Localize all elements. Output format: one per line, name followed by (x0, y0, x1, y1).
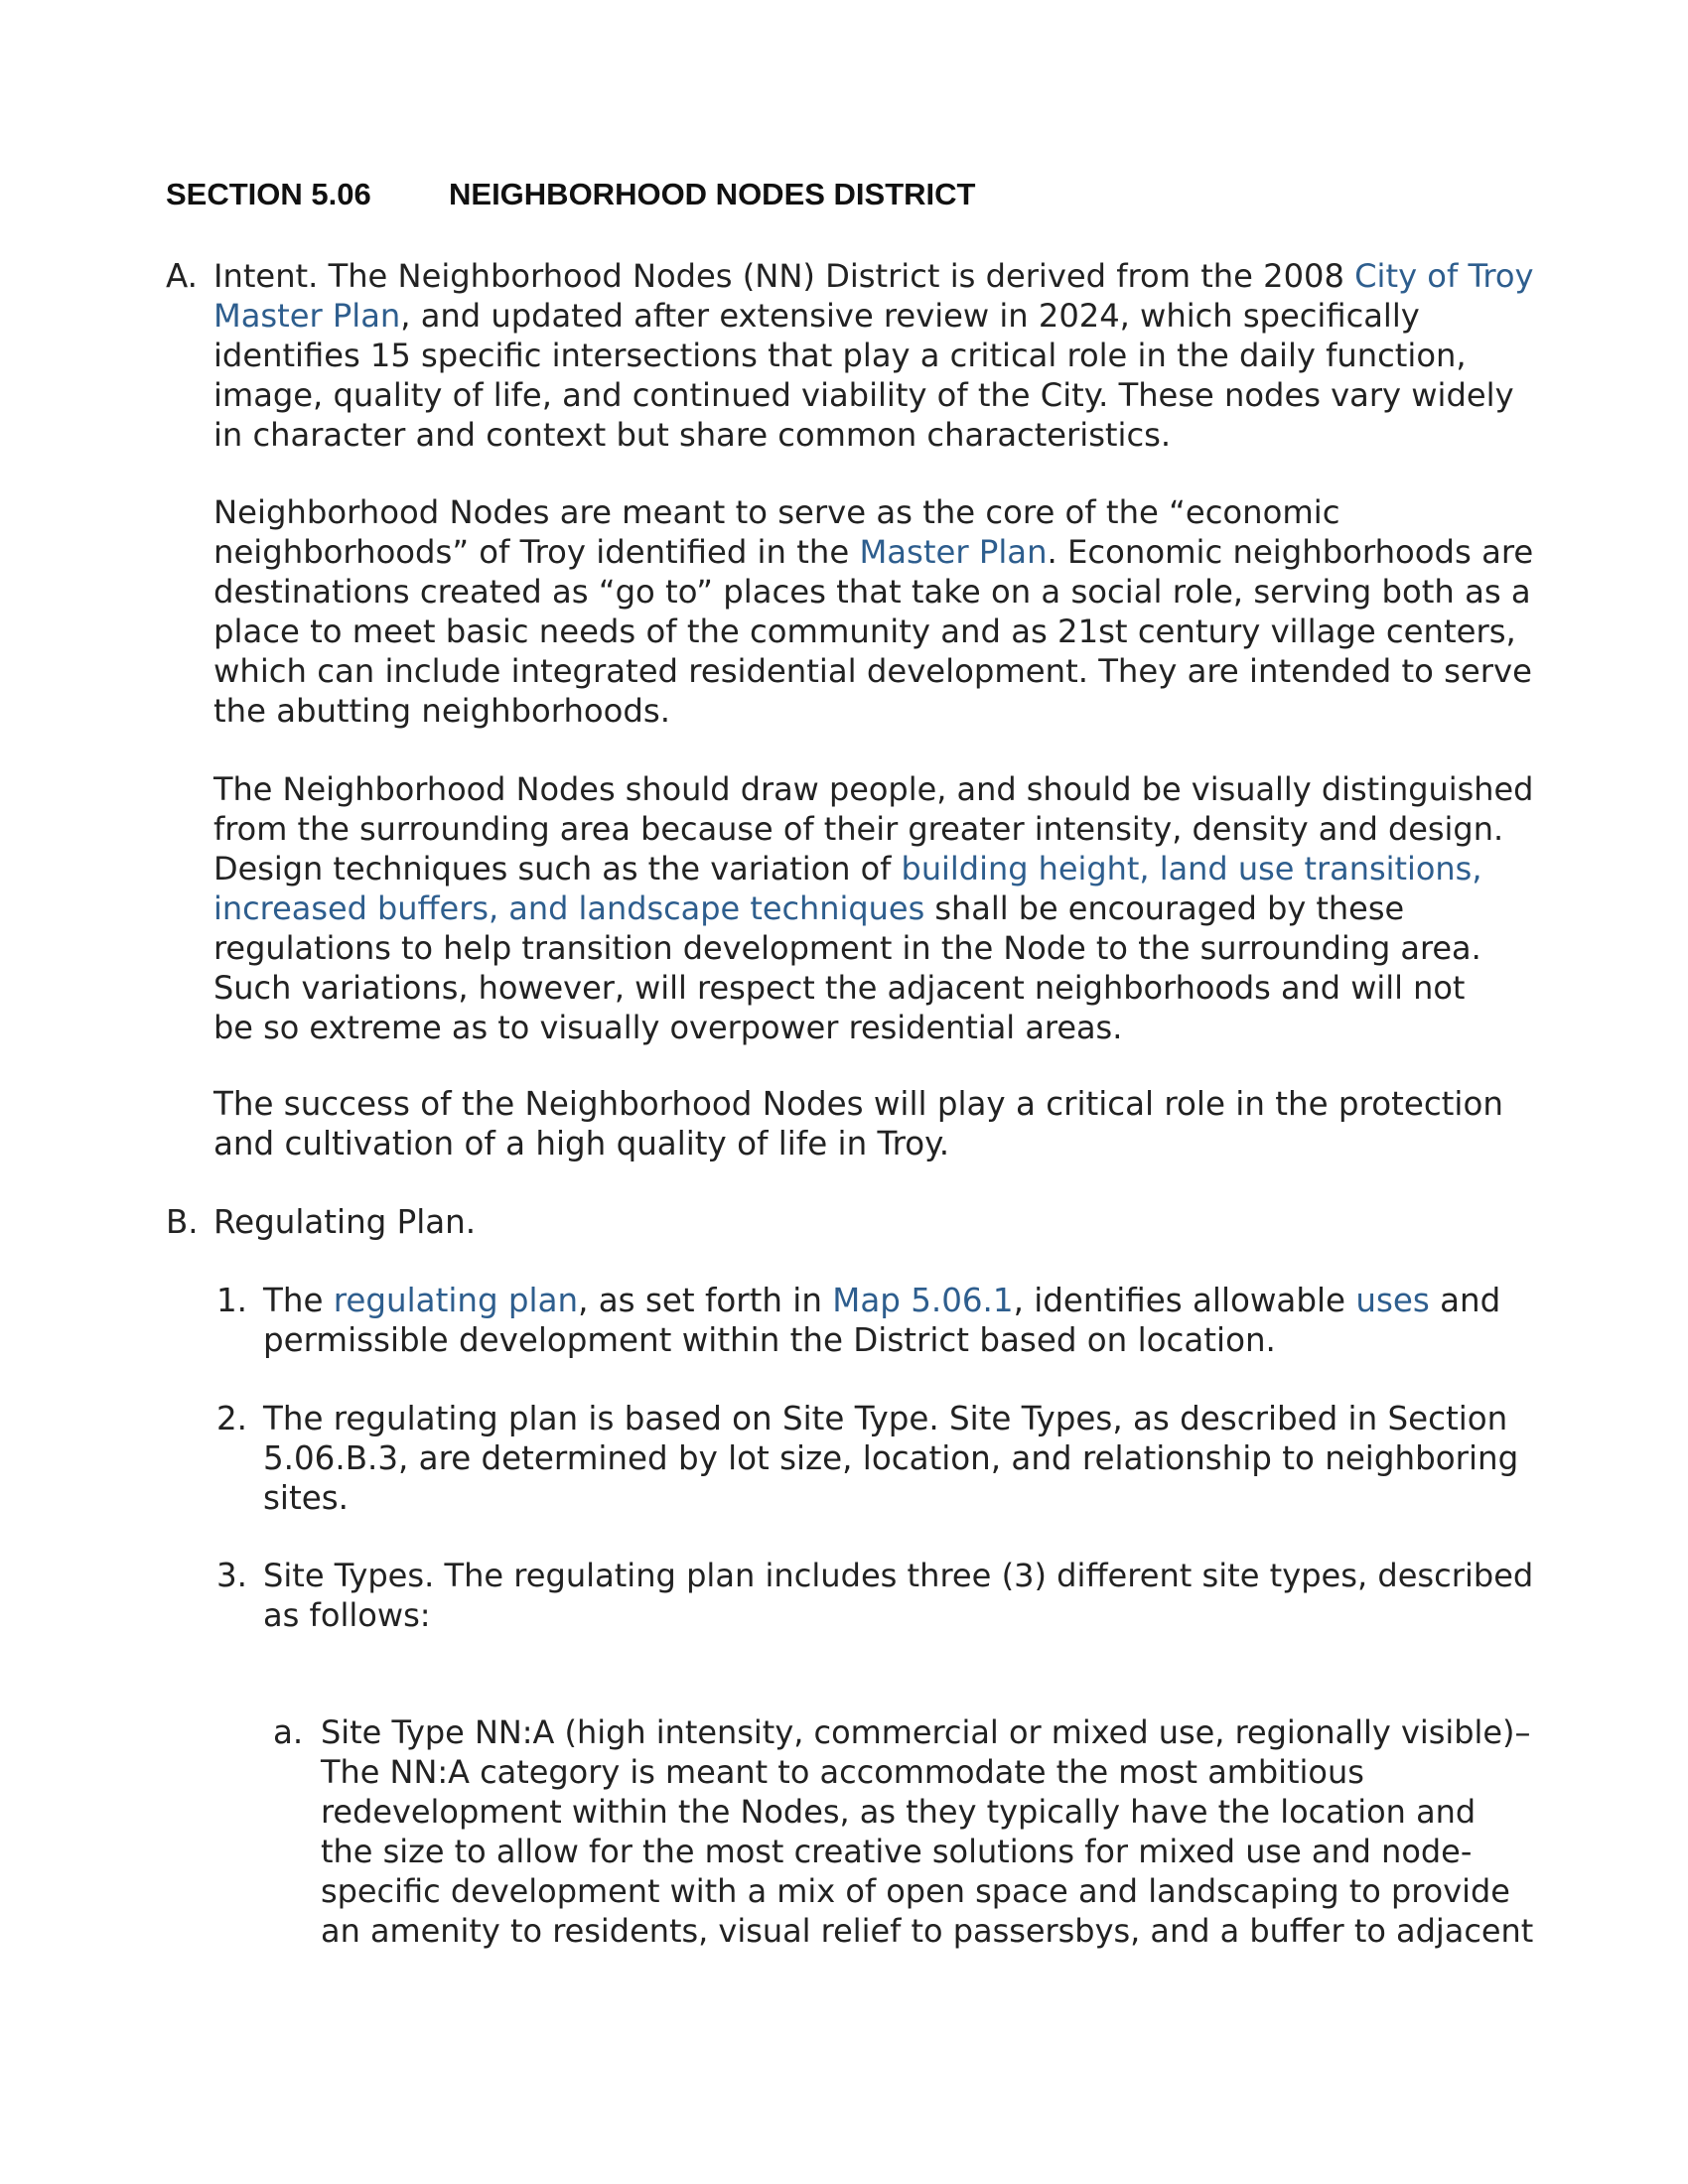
text-run: Intent. The Neighborhood Nodes (NN) District is derived from the 2008 (213, 257, 1355, 295)
map-link[interactable]: Map 5.06.1 (832, 1282, 1014, 1319)
success-paragraph (213, 1084, 1503, 1163)
text-line: regulations to help transition development in the Node to the surrounding area. (213, 929, 1481, 967)
text-run: , identifies allowable (1013, 1282, 1356, 1319)
list-item-1 (263, 1281, 1500, 1360)
text-line: place to meet basic needs of the community and as 21st century village centers, (213, 613, 1516, 650)
text-line: destinations created as “go to” places that take on a social role, serving both as a (213, 573, 1531, 611)
text-line: sites. (263, 1479, 349, 1517)
section-heading (166, 177, 975, 212)
text-line (213, 296, 1534, 336)
master-plan-link[interactable]: Master Plan (859, 533, 1048, 571)
section-number: SECTION 5.06 (166, 177, 371, 211)
text-line: an amenity to residents, visual relief to passersbys, and a buffer to adjacent (321, 1912, 1534, 1950)
text-line: as follows: (263, 1596, 431, 1634)
text-line: The success of the Neighborhood Nodes will play a critical role in the protection (213, 1085, 1503, 1123)
text-run: . Economic neighborhoods are (1047, 533, 1534, 571)
text-line: Neighborhood Nodes are meant to serve as the core of the “economic (213, 493, 1340, 531)
section-b-marker: B. (166, 1203, 199, 1241)
text-run: Design techniques such as the variation of (213, 850, 902, 887)
text-line: Site Type NN:A (high intensity, commercial or mixed use, regionally visible)– (321, 1713, 1531, 1751)
text-run: neighborhoods” of Troy identified in the (213, 533, 860, 571)
text-line: Site Types. The regulating plan includes three (3) different site types, described (263, 1557, 1534, 1594)
list-item-3 (263, 1556, 1533, 1635)
text-line (213, 532, 1533, 572)
list-item-3a (321, 1712, 1533, 1951)
list-marker: 2. (216, 1400, 248, 1437)
text-line: the size to allow for the most creative solutions for mixed use and node- (321, 1833, 1473, 1870)
text-line: the abutting neighborhoods. (213, 692, 670, 730)
text-line: identifies 15 specific intersections that play a critical role in the daily function, (213, 337, 1467, 374)
city-of-troy-master-plan-link[interactable]: City of Troy (1354, 257, 1534, 295)
text-line: 5.06.B.3, are determined by lot size, location, and relationship to neighboring (263, 1439, 1519, 1477)
text-line: The Neighborhood Nodes should draw people, and should be visually distinguished (213, 770, 1534, 808)
text-line: redevelopment within the Nodes, as they typically have the location and (321, 1793, 1477, 1831)
text-run: , and updated after extensive review in 2024, which specifically (400, 297, 1420, 335)
text-line: Such variations, however, will respect the adjacent neighborhoods and will not (213, 969, 1466, 1007)
design-techniques-link[interactable]: increased buffers, and landscape techniques (213, 889, 925, 927)
list-marker: a. (273, 1713, 304, 1751)
text-line: be so extreme as to visually overpower residential areas. (213, 1009, 1123, 1046)
section-b-title: Regulating Plan. (213, 1203, 477, 1241)
text-line (213, 256, 1534, 296)
text-line: specific development with a mix of open space and landscaping to provide (321, 1872, 1510, 1910)
text-line: image, quality of life, and continued viability of the City. These nodes vary widely (213, 376, 1514, 414)
section-title: NEIGHBORHOOD NODES DISTRICT (449, 177, 976, 211)
text-line: permissible development within the District based on location. (263, 1321, 1276, 1359)
regulating-plan-link[interactable]: regulating plan (333, 1282, 579, 1319)
list-marker: 3. (216, 1557, 248, 1594)
text-run: and (1429, 1282, 1501, 1319)
text-line (213, 888, 1533, 928)
text-line: which can include integrated residential development. They are intended to serve (213, 652, 1532, 690)
text-line (263, 1281, 1500, 1320)
list-item-2 (263, 1399, 1518, 1518)
city-of-troy-master-plan-link[interactable]: Master Plan (213, 297, 401, 335)
uses-link[interactable]: uses (1355, 1282, 1430, 1319)
economic-neighborhoods-paragraph (213, 492, 1533, 731)
text-line: in character and context but share common characteristics. (213, 416, 1172, 454)
text-line: The NN:A category is meant to accommodate the most ambitious (321, 1753, 1364, 1791)
design-paragraph (213, 769, 1533, 1047)
text-line: and cultivation of a high quality of life in Troy. (213, 1125, 950, 1162)
section-a-marker: A. (166, 257, 198, 295)
list-marker: 1. (216, 1282, 248, 1319)
text-line (213, 849, 1533, 888)
text-run: shall be encouraged by these (924, 889, 1405, 927)
text-run: , as set forth in (578, 1282, 833, 1319)
intent-paragraph (213, 256, 1534, 455)
text-line: The regulating plan is based on Site Type. Site Types, as described in Section (263, 1400, 1508, 1437)
text-run: The (263, 1282, 334, 1319)
design-techniques-link[interactable]: building height, land use transitions, (901, 850, 1482, 887)
text-line: from the surrounding area because of their greater intensity, density and design. (213, 810, 1504, 848)
